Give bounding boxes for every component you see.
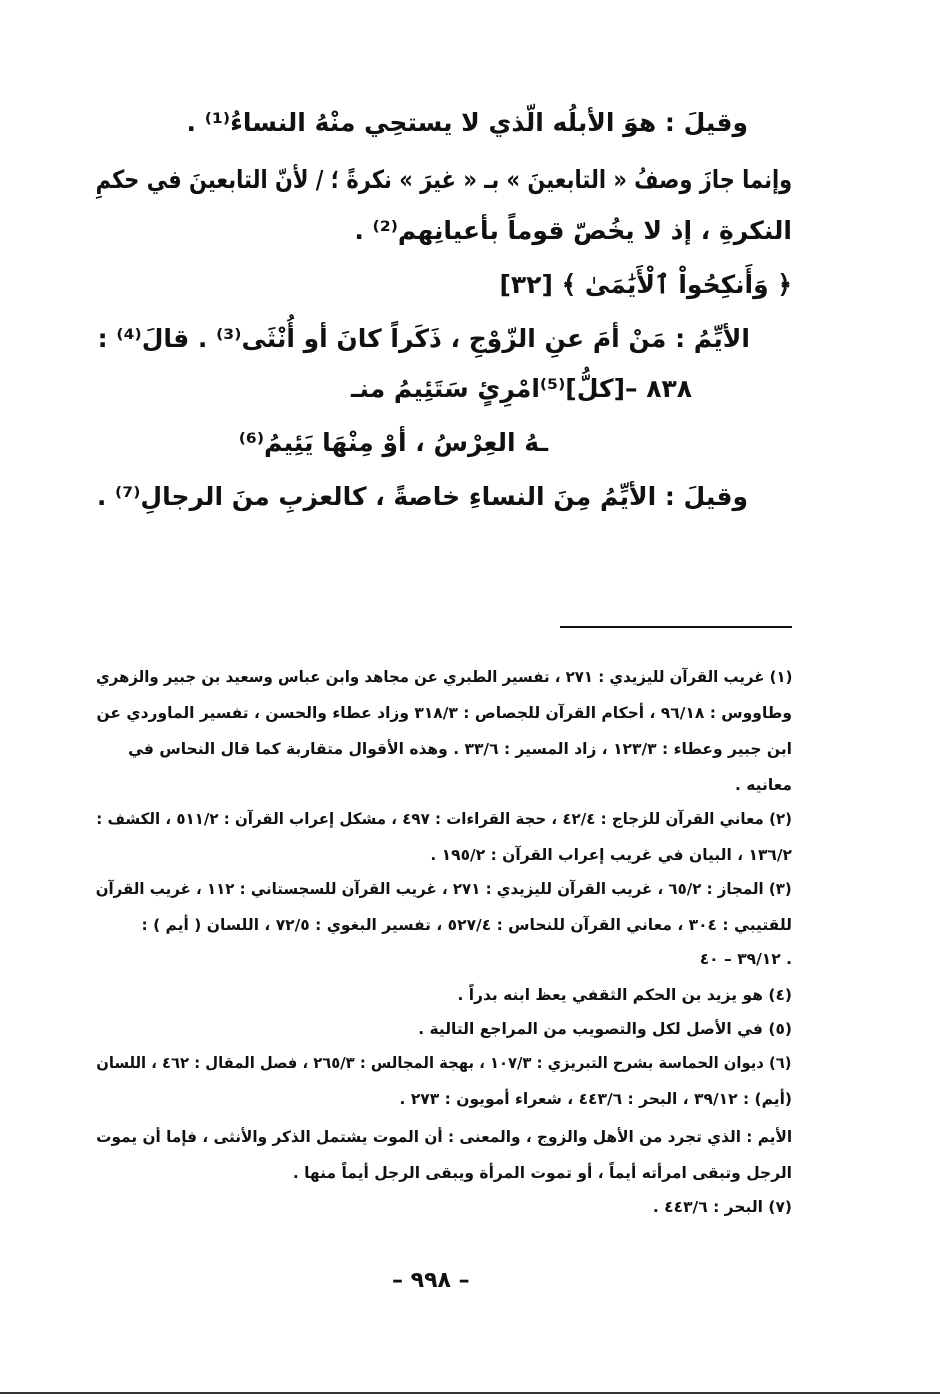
main-line-5: الأيِّمُ : مَنْ أمَ عنِ الزّوْجِ ، ذَكَراً كانَ أو أُنْثَى⁽³⁾ . قالَ⁽⁴⁾ : xyxy=(97,324,750,353)
footnote-7: (٧) البحر : ٤٤٣/٦ . xyxy=(652,1198,792,1216)
footnote-1-line-1: (١) غريب القرآن لليزيدي : ٢٧١ ، تفسير الطبري عن مجاهد وابن عباس وسعيد بن جبير والزهري xyxy=(95,668,792,686)
main-line-1: وقيلَ : هوَ الأبلُه الّذي لا يستحِي منْهُ النساءُ⁽¹⁾ . xyxy=(186,108,748,137)
main-line-3: النكرةِ ، إذ لا يخُصّ قوماً بأعيانِهم⁽²⁾ . xyxy=(354,216,792,245)
footnote-separator xyxy=(560,626,792,628)
footnote-2-line-1: (٢) معاني القرآن للزجاج : ٤٢/٤ ، حجة القراءات : ٤٩٧ ، مشكل إعراب القرآن : ٥١١/٢ ، الكشف : xyxy=(96,810,792,828)
footnote-1-line-3: ابن جبير وعطاء : ١٢٣/٣ ، زاد المسير : ٣٣/٦ . وهذه الأقوال متقاربة كما قال النحاس في xyxy=(128,740,792,758)
poem-line-1: ٨٣٨ –[كلُّ]⁽⁵⁾امْرِئٍ سَتَئِيمُ منـ xyxy=(350,374,692,403)
footnote-1-line-2: وطاووس : ٩٦/١٨ ، أحكام القرآن للجصاص : ٣١٨/٣ وزاد عطاء والحسن ، تفسير الماوردي عن xyxy=(96,704,792,722)
scan-bottom-edge xyxy=(0,1392,940,1394)
page-number: – ٩٩٨ – xyxy=(392,1268,470,1293)
footnote-4: (٤) هو يزيد بن الحكم الثقفي يعظ ابنه بدراً . xyxy=(457,986,792,1004)
footnote-5: (٥) في الأصل لكل والتصويب من المراجع التالية . xyxy=(418,1020,792,1038)
footnote-6-line-3: الأيم : الذي تجرد من الأهل والزوج ، والمعنى : أن الموت يشتمل الذكر والأنثى ، فإما أن يموت xyxy=(96,1128,792,1146)
footnote-6-line-4: الرجل وتبقى امرأته أيماً ، أو تموت المرأة ويبقى الرجل أيماً منها . xyxy=(292,1164,792,1182)
footnote-3-line-2: للقتيبي : ٣٠٤ ، معاني القرآن للنحاس : ٥٢٧/٤ ، تفسير البغوي : ٧٢/٥ ، اللسان ( أيم ) : xyxy=(141,916,792,934)
footnote-6-line-1: (٦) ديوان الحماسة بشرح التبريزي : ١٠٧/٣ ، بهجة المجالس : ٢٦٥/٣ ، فصل المقال : ٤٦٢ ، اللسان xyxy=(96,1054,792,1072)
footnote-2-line-2: ١٣٦/٢ ، البيان في غريب إعراب القرآن : ١٩٥/٢ . xyxy=(430,846,792,864)
poem-line-2: ـهُ العِرْسُ ، أوْ مِنْهَا يَئِيمُ⁽⁶⁾ xyxy=(238,428,548,457)
footnote-1-line-4: معانيه . xyxy=(735,776,792,794)
main-line-8: وقيلَ : الأيِّمُ مِنَ النساءِ خاصةً ، كالعزبِ منَ الرجالِ⁽⁷⁾ . xyxy=(96,482,748,511)
verse-heading: ﴿ وَأَنكِحُواْ ٱلْأَيَٰمَىٰ ﴾ [٣٢] xyxy=(499,270,792,299)
footnote-3-line-3: ٣٩/١٢ – ٤٠ . xyxy=(699,950,792,968)
footnote-6-line-2: (أيم) : ٣٩/١٢ ، البحر : ٤٤٣/٦ ، شعراء أمويون : ٢٧٣ . xyxy=(399,1090,792,1108)
main-line-2: وإنما جازَ وصفُ « التابعينَ » بـ « غيرَ » نكرةً ؛ / لأنّ التابعينَ في حكمِ xyxy=(95,165,792,194)
footnote-3-line-1: (٣) المجاز : ٦٥/٢ ، غريب القرآن لليزيدي : ٢٧١ ، غريب القرآن للسجستاني : ١١٢ ، غريب القرآن xyxy=(96,880,792,898)
